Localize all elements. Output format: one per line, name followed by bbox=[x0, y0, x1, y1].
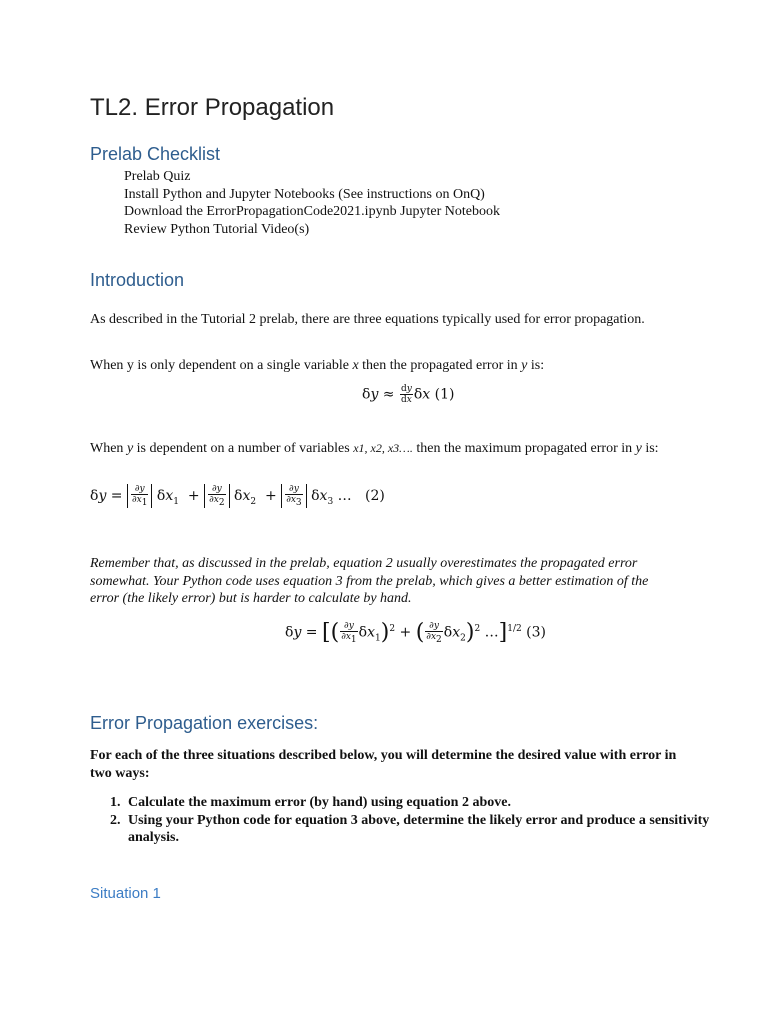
page-title: TL2. Error Propagation bbox=[90, 94, 335, 121]
exercises-lead: For each of the three situations described below, you will determine the desired value with error in two ways: bbox=[90, 748, 677, 781]
introduction-heading: Introduction bbox=[90, 270, 185, 290]
exercise-step: 2. Using your Python code for equation 3 above, determine the likely error and produce a sensitivity analysis. bbox=[124, 812, 714, 847]
prelab-checklist bbox=[124, 168, 500, 238]
checklist-item: Download the ErrorPropagationCode2021.ipynb Jupyter Notebook bbox=[124, 204, 500, 220]
checklist-item: Review Python Tutorial Video(s) bbox=[124, 221, 310, 237]
exercise-steps bbox=[102, 794, 714, 847]
checklist-item: Install Python and Jupyter Notebooks (See instructions on OnQ) bbox=[124, 186, 485, 202]
checklist-item: Prelab Quiz bbox=[124, 169, 191, 184]
equation-1: δy ≈ $\frac{dy}{dx}$ δx (1) bbox=[362, 384, 455, 405]
single-variable-paragraph: When y is only dependent on a single variable x then the propagated error in y is: bbox=[90, 358, 545, 373]
exercises-heading: Error Propagation exercises: bbox=[90, 713, 319, 733]
prelab-heading: Prelab Checklist bbox=[90, 144, 221, 164]
situation-1-heading: Situation 1 bbox=[90, 885, 161, 902]
remember-note: Remember that, as discussed in the prelab, equation 2 usually overestimates the propagated error somewhat. Your Python code uses equation 3 from the prelab, which gives a better estimation of the error (the likely error) but is harder to calculate by hand. bbox=[90, 556, 649, 606]
exercise-step: 1. Calculate the maximum error (by hand) using equation 2 above. bbox=[124, 794, 714, 812]
equation-3: δy = [( $\frac{\partial y}{\partial x1}$ $\delta x_1)^2$ + ( $\frac{\partial y}{\partial x2}$ $\delta x_2)^2$ …]$^{1/2}$ (3) bbox=[285, 620, 546, 645]
equation-2: δy = $\frac{\partial y}{\partial x1}$ $\delta x_1$ + $\frac{\partial y}{\partial x2}$ $\delta x_2$ + $\frac{\partial y}{\partial x3}$ $\delta x_3$ … (2) bbox=[90, 484, 385, 508]
multi-variable-paragraph: When y is dependent on a number of variables x1, x2, x3…. then the maximum propagated error in y is: bbox=[90, 441, 659, 456]
intro-paragraph: As described in the Tutorial 2 prelab, there are three equations typically used for error propagation. bbox=[90, 312, 645, 327]
